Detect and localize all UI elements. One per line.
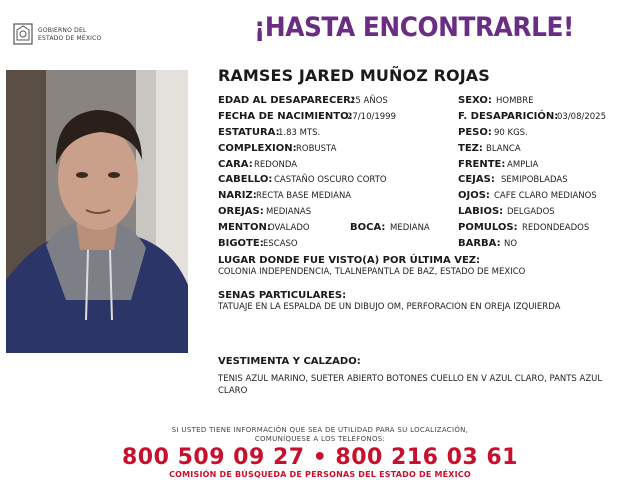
fdes-label: F. DESAPARICIÓN: xyxy=(458,111,559,122)
frente-label: FRENTE: xyxy=(458,159,506,170)
cejas-label: CEJAS: xyxy=(458,174,495,185)
tez-label: TEZ: xyxy=(458,143,483,154)
menton-value: OVALADO xyxy=(268,223,310,233)
contact-info-line2: COMUNÍQUESE A LOS TELÉFONOS: xyxy=(254,435,386,443)
labios-label: LABIOS: xyxy=(458,206,504,217)
nariz-value: RECTA BASE MEDIANA xyxy=(256,191,352,201)
labios-value: DELGADOS xyxy=(507,207,555,217)
pomulos-label: POMULOS: xyxy=(458,222,518,233)
logo-line2: ESTADO DE MÉXICO xyxy=(38,35,102,42)
senas-label: SENAS PARTICULARES: xyxy=(218,290,347,301)
page-headline: ¡HASTA ENCONTRARLE! xyxy=(254,12,574,43)
vestimenta-label: VESTIMENTA Y CALZADO: xyxy=(218,356,361,367)
state-seal-icon xyxy=(12,22,34,46)
fnac-label: FECHA DE NACIMIENTO: xyxy=(218,111,353,122)
senas-value: TATUAJE EN LA ESPALDA DE UN DIBUJO OM, PERFORACION EN OREJA IZQUIERDA xyxy=(218,302,561,312)
pomulos-value: REDONDEADOS xyxy=(522,223,590,233)
ojos-value: CAFE CLARO MEDIANOS xyxy=(494,191,597,201)
bigote-label: BIGOTE: xyxy=(218,238,264,249)
cejas-value: SEMIPOBLADAS xyxy=(501,175,568,185)
boca-label: BOCA: xyxy=(350,222,386,233)
lugar-label: LUGAR DONDE FUE VISTO(A) POR ÚLTIMA VEZ: xyxy=(218,255,481,266)
ojos-label: OJOS: xyxy=(458,190,490,201)
edad-value: 25 AÑOS xyxy=(350,96,388,106)
vestimenta-value: TENIS AZUL MARINO, SUETER ABIERTO BOTONES CUELLO EN V AZUL CLARO, PANTS AZUL CLARO xyxy=(218,374,603,396)
person-name: RAMSES JARED MUÑOZ ROJAS xyxy=(218,66,490,85)
person-photo xyxy=(6,70,188,353)
lugar-value: COLONIA INDEPENDENCIA, TLALNEPANTLA DE BAZ, ESTADO DE MEXICO xyxy=(218,267,526,277)
menton-label: MENTON: xyxy=(218,222,271,233)
cara-label: CARA: xyxy=(218,159,253,170)
contact-info-line1: SI USTED TIENE INFORMACIÓN QUE SEA DE UTILIDAD PARA SU LOCALIZACIÓN, xyxy=(171,426,469,434)
contact-info xyxy=(0,426,640,444)
phone-numbers: 800 509 09 27 • 800 216 03 61 xyxy=(122,445,518,470)
orejas-value: MEDIANAS xyxy=(266,207,312,217)
fdes-value: 03/08/2025 xyxy=(557,112,606,122)
bigote-value: ESCASO xyxy=(263,239,298,249)
peso-label: PESO: xyxy=(458,127,492,138)
barba-value: NO xyxy=(504,239,518,249)
estatura-value: 1.83 MTS. xyxy=(278,128,321,138)
peso-value: 90 KGS. xyxy=(494,128,528,138)
nariz-label: NARIZ: xyxy=(218,190,257,201)
frente-value: AMPLIA xyxy=(507,160,539,170)
sexo-label: SEXO: xyxy=(458,95,492,106)
cara-value: REDONDA xyxy=(254,160,298,170)
complexion-label: COMPLEXION: xyxy=(218,143,297,154)
cabello-label: CABELLO: xyxy=(218,174,273,185)
tez-value: BLANCA xyxy=(486,144,521,154)
cabello-value: CASTAÑO OSCURO CORTO xyxy=(274,175,387,185)
commission-name: COMISIÓN DE BÚSQUEDA DE PERSONAS DEL ESTADO DE MÉXICO xyxy=(169,470,471,479)
boca-value: MEDIANA xyxy=(390,223,430,233)
complexion-value: ROBUSTA xyxy=(296,144,337,154)
edad-label: EDAD AL DESAPARECER: xyxy=(218,95,355,106)
fnac-value: 27/10/1999 xyxy=(347,112,396,122)
sexo-value: HOMBRE xyxy=(496,96,534,106)
logo-line1: GOBIERNO DEL xyxy=(38,27,87,34)
orejas-label: OREJAS: xyxy=(218,206,264,217)
barba-label: BARBA: xyxy=(458,238,501,249)
estatura-label: ESTATURA: xyxy=(218,127,280,138)
government-logo xyxy=(12,22,122,46)
